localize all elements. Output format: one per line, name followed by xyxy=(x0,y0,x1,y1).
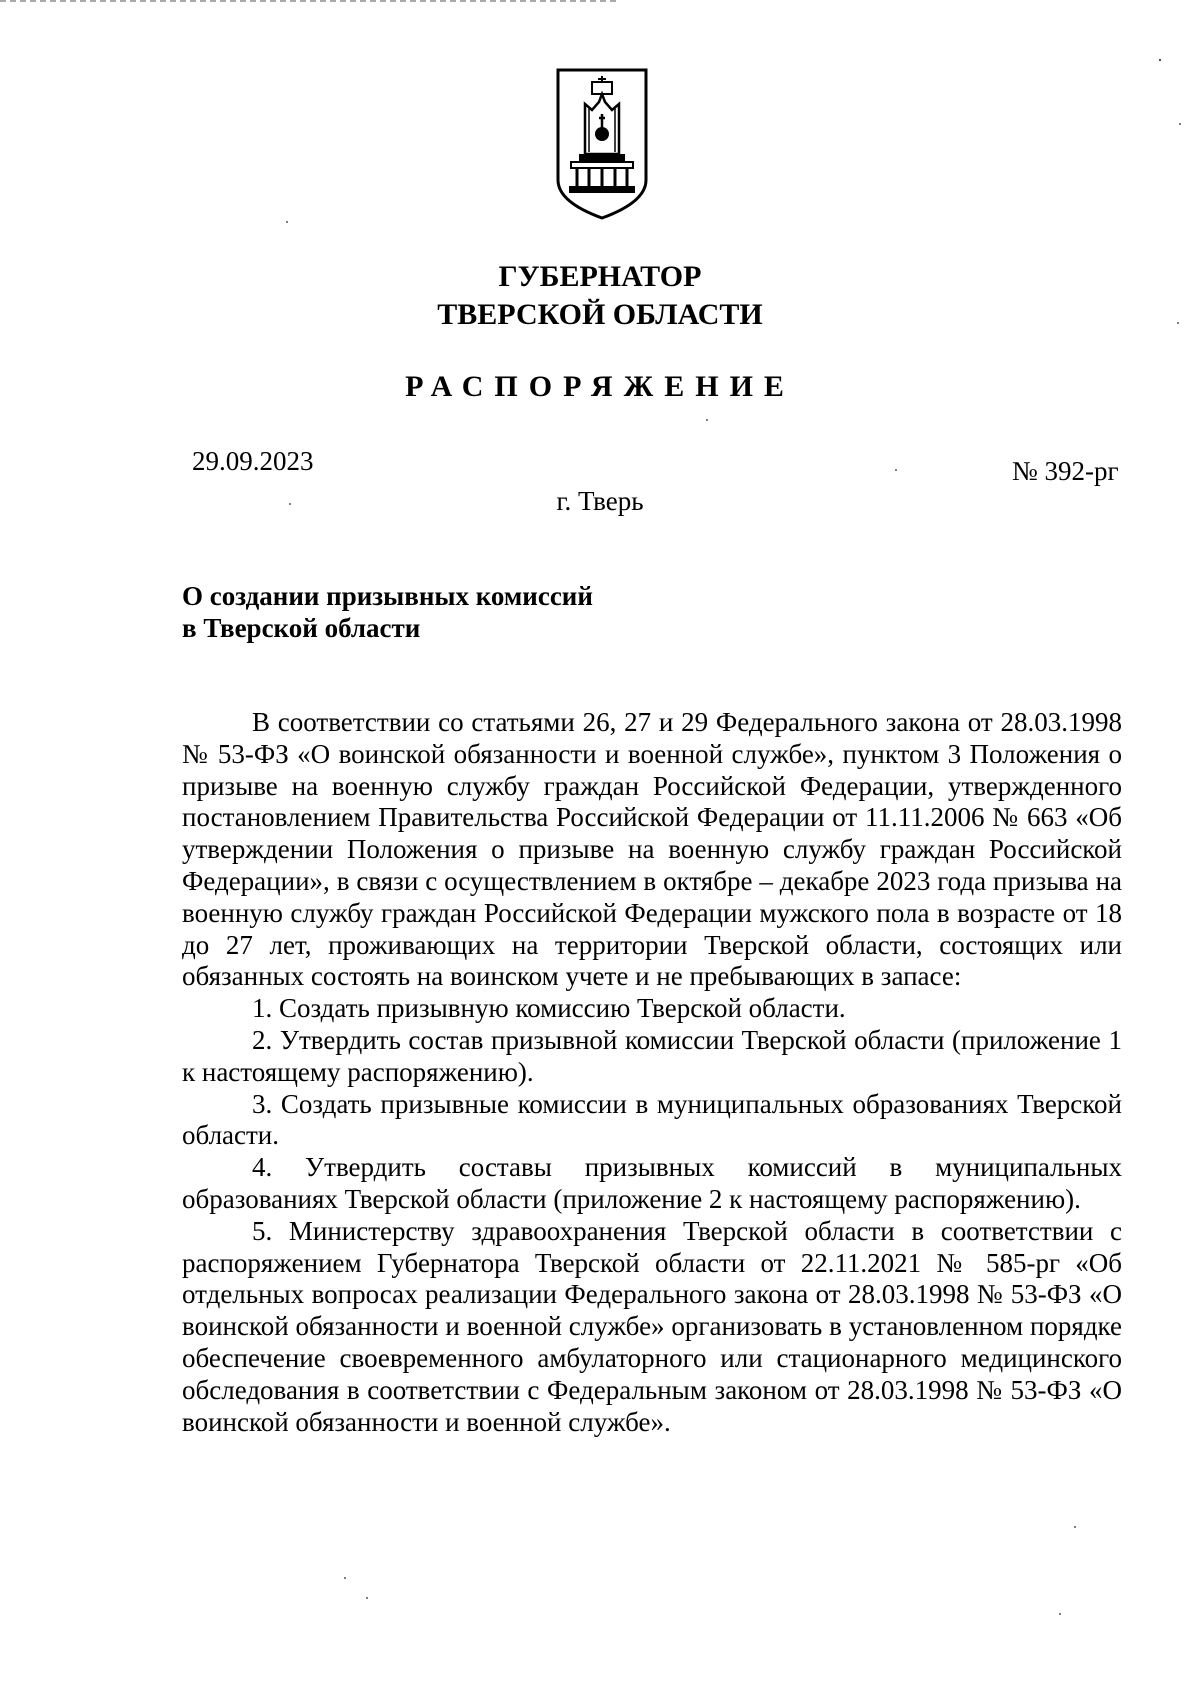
document-type: РАСПОРЯЖЕНИЕ xyxy=(405,370,795,403)
document-subject xyxy=(182,580,593,644)
document-number: № 392-рг xyxy=(1012,456,1119,486)
subject-line2: в Тверской области xyxy=(182,613,421,643)
body-item-3: 3. Создать призывные комиссии в муниципальных образованиях Тверской области. xyxy=(182,1088,1122,1151)
body-item-1: 1. Создать призывную комиссию Тверской области. xyxy=(252,993,846,1024)
body-preamble: В соответствии со статьями 26, 27 и 29 Федерального закона от 28.03.1998 № 53-ФЗ «О воинской обязанности и военной службе», пунктом 3 Положения о призыве на военную службу граждан Российской Федерации, утвержденного постановлением Правительства Российской Федерации от 11.11.2006 № 663 «Об утверждении Положения о призыве на военную службу граждан Российской Федерации», в связи с осуществлением в октябре – декабре 2023 года призыва на военную службу граждан Российской Федерации мужского пола в возрасте от 18 до 27 лет, проживающих на территории Тверской области, состоящих или обязанных состоять на воинском учете и не пребывающих в запасе: xyxy=(182,707,1122,992)
body-item-5: 5. Министерству здравоохранения Тверской области в соответствии с распоряжением Губернатора Тверской области от 22.11.2021 № 585-рг «Об отдельных вопросах реализации Федерального закона от 28.03.1998 № 53-ФЗ «О воинской обязанности и военной службе» организовать в установленном порядке обеспечение своевременного амбулаторного или стационарного медицинского обследования в соответствии с Федеральным законом от 28.03.1998 № 53-ФЗ «О воинской обязанности и военной службе». xyxy=(182,1215,1122,1437)
body-item-4: 4. Утвердить составы призывных комиссий в муниципальных образованиях Тверской области (приложение 2 к настоящему распоряжению). xyxy=(182,1152,1122,1214)
subject-line1: О создании призывных комиссий xyxy=(182,581,593,611)
document-city: г. Тверь xyxy=(556,486,644,516)
header-title-line1: ГУБЕРНАТОР xyxy=(498,260,702,293)
body-item-2: 2. Утвердить состав призывной комиссии Тверской области (приложение 1 к настоящему распоряжению). xyxy=(182,1024,1122,1087)
document-body xyxy=(182,707,1122,1438)
header-title-line2: ТВЕРСКОЙ ОБЛАСТИ xyxy=(437,298,763,331)
tver-coat-of-arms-icon xyxy=(555,68,649,220)
document-date: 29.09.2023 xyxy=(192,446,314,476)
